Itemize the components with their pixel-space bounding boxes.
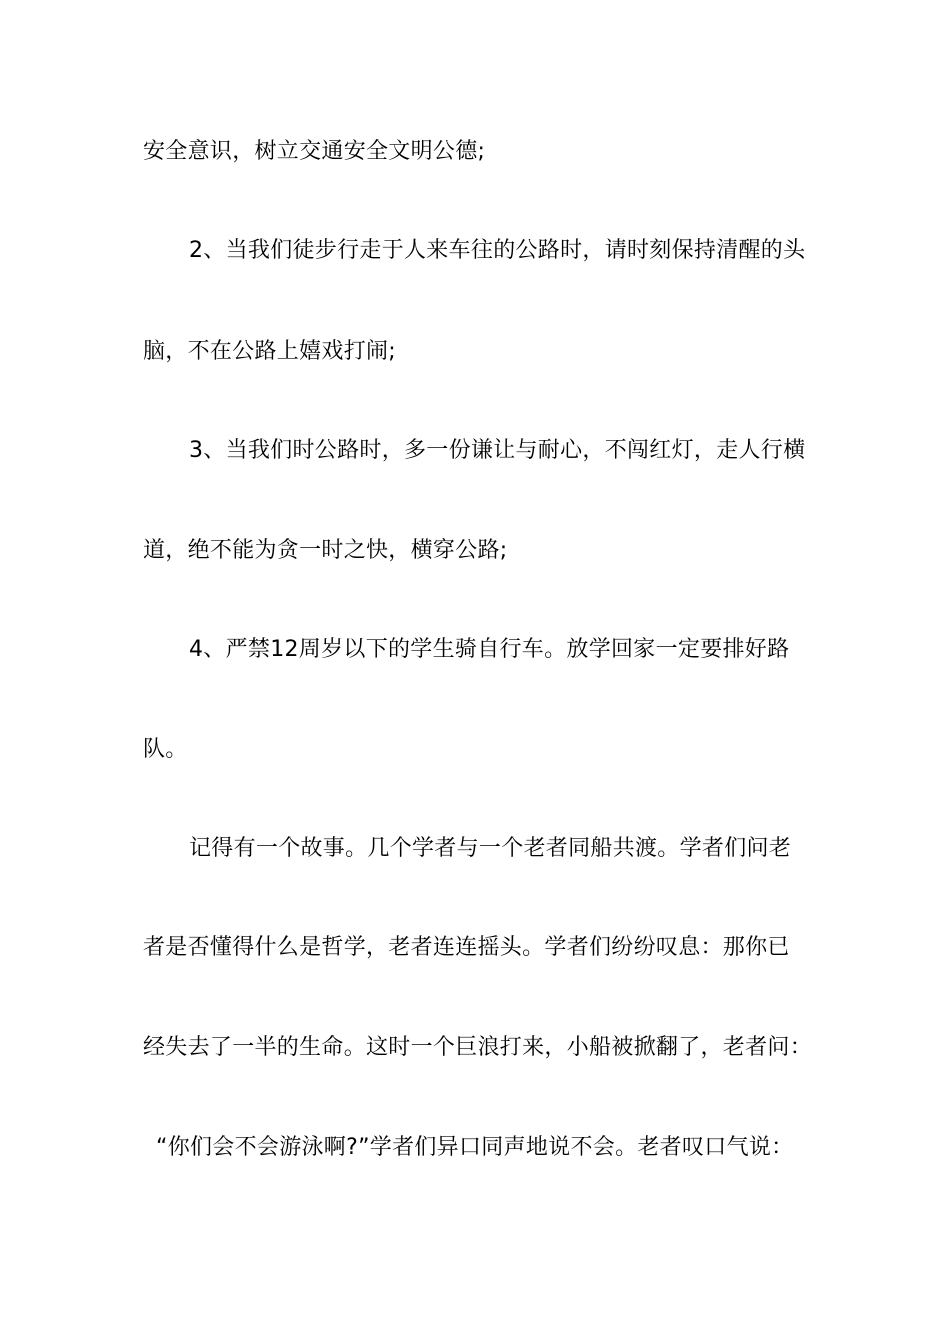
text-line: 脑，不在公路上嬉戏打闹; [143, 339, 397, 364]
text-line: 2、当我们徒步行走于人来车往的公路时，请时刻保持清醒的头 [189, 238, 806, 263]
text-line: 安全意识，树立交通安全文明公德; [143, 139, 486, 164]
text-line: 4、严禁12周岁以下的学生骑自行车。放学回家一定要排好路 [189, 637, 790, 662]
text-line: 队。 [143, 737, 188, 762]
text-line: “你们会不会游泳啊?”学者们异口同声地说不会。老者叹口气说： [156, 1135, 794, 1160]
text-line: 道，绝不能为贪一时之快，横穿公路; [143, 538, 508, 563]
text-line: 经失去了一半的生命。这时一个巨浪打来，小船被掀翻了，老者问： [143, 1035, 813, 1060]
text-line: 3、当我们时公路时，多一份谦让与耐心，不闯红灯，走人行横 [189, 438, 806, 463]
text-line: 者是否懂得什么是哲学，老者连连摇头。学者们纷纷叹息：那你已 [143, 935, 790, 960]
text-line: 记得有一个故事。几个学者与一个老者同船共渡。学者们问老 [189, 836, 792, 861]
